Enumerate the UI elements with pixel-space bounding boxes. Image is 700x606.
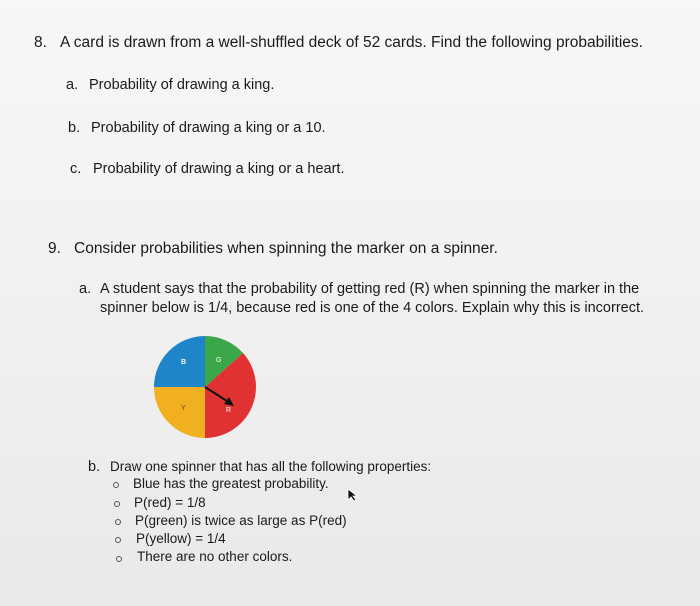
bullet-marker: [114, 501, 120, 507]
q9-b-bullet-3: P(green) is twice as large as P(red): [135, 513, 347, 528]
q8-item-a-letter: a.: [66, 77, 79, 93]
bullet-marker: [113, 482, 119, 488]
bullet-marker: [115, 519, 121, 525]
spinner-label-r: R: [226, 407, 232, 414]
q9-b-bullet-1: Blue has the greatest probability.: [133, 476, 329, 491]
spinner-diagram: [154, 336, 256, 438]
q9-a-letter: a.: [79, 281, 92, 297]
mouse-pointer-icon: [347, 488, 359, 502]
q9-b-bullet-2: P(red) = 1/8: [134, 495, 206, 510]
q8-item-c-text: Probability of drawing a king or a heart.: [93, 161, 345, 177]
q8-item-c-letter: c.: [70, 161, 82, 177]
q8-number: 8.: [34, 34, 47, 51]
q9-b-letter: b.: [88, 459, 101, 475]
q8-prompt: A card is drawn from a well-shuffled deck of 52 cards. Find the following probabilities.: [60, 34, 643, 51]
q9-b-bullet-4: P(yellow) = 1/4: [136, 531, 226, 546]
q8-item-a-text: Probability of drawing a king.: [89, 77, 275, 93]
q9-prompt: Consider probabilities when spinning the marker on a spinner.: [74, 240, 498, 257]
spinner-section-yellow: [154, 387, 205, 438]
q9-number: 9.: [48, 240, 61, 257]
bullet-marker: [116, 556, 122, 562]
spinner-label-y: Y: [181, 405, 186, 412]
q9-b-bullet-5: There are no other colors.: [137, 549, 293, 564]
q8-item-b-letter: b.: [68, 120, 81, 136]
q9-b-prompt: Draw one spinner that has all the following properties:: [110, 459, 432, 474]
spinner-label-b: B: [181, 359, 187, 366]
q8-item-b-text: Probability of drawing a king or a 10.: [91, 120, 326, 136]
spinner-label-g: G: [216, 357, 222, 364]
q9-a-line1: A student says that the probability of getting red (R) when spinning the marker in the: [100, 281, 640, 297]
spinner-section-blue: [154, 336, 205, 387]
q9-a-line2: spinner below is 1/4, because red is one of the 4 colors. Explain why this is incorrect.: [100, 300, 645, 316]
bullet-marker: [115, 537, 121, 543]
